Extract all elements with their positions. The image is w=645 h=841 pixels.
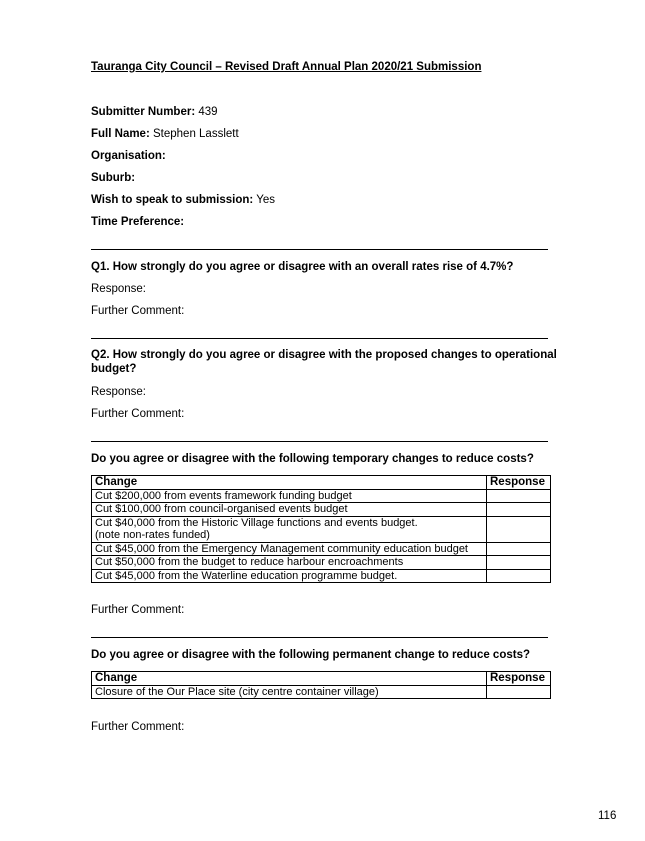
table-row [92,489,551,503]
speak-label: Wish to speak to submission: [91,194,254,206]
change-cell [92,516,487,542]
column-header-response: Response [487,476,551,490]
q2-question-line1: Q2. How strongly do you agree or disagree with the proposed changes to operational [91,349,557,361]
column-header-response: Response [487,672,551,686]
document-title: Tauranga City Council – Revised Draft Annual Plan 2020/21 Submission [91,61,482,73]
submitter-number-label: Submitter Number: [91,106,196,118]
q4-question: Do you agree or disagree with the following permanent change to reduce costs? [91,649,530,661]
q1-question: Q1. How strongly do you agree or disagree with an overall rates rise of 4.7%? [91,261,514,273]
q2-response-label: Response: [91,386,146,398]
table-row [92,685,551,699]
q1-comment-label: Further Comment: [91,305,185,317]
submitter-number-value: 439 [198,106,218,118]
temporary-changes-table [91,475,551,583]
change-cell: Closure of the Our Place site (city centre container village) [92,685,487,699]
q3-comment-label: Further Comment: [91,604,185,616]
response-cell[interactable] [487,503,551,517]
table-row [92,556,551,570]
response-cell[interactable] [487,569,551,583]
response-cell[interactable] [487,542,551,556]
organisation-label: Organisation: [91,150,166,162]
table-row [92,503,551,517]
divider [91,249,548,250]
response-cell[interactable] [487,489,551,503]
q4-comment-label: Further Comment: [91,721,185,733]
full-name-label: Full Name: [91,128,150,140]
suburb-label: Suburb: [91,172,136,184]
table-header-row [92,672,551,686]
column-header-change: Change [92,672,487,686]
table-row [92,516,551,542]
change-cell-line: Cut $40,000 from the Historic Village functions and events budget. [95,516,418,529]
table-header-row [92,476,551,490]
response-cell[interactable] [487,556,551,570]
full-name-value: Stephen Lasslett [153,128,239,140]
change-cell: Cut $45,000 from the Emergency Management community education budget [92,542,487,556]
divider [91,338,548,339]
change-cell: Cut $200,000 from events framework funding budget [92,489,487,503]
response-cell[interactable] [487,516,551,542]
table-row [92,569,551,583]
q2-question-line2: budget? [91,363,137,375]
q2-comment-label: Further Comment: [91,408,185,420]
full-name-row [91,128,239,140]
divider [91,637,548,638]
speak-value: Yes [256,194,275,206]
response-cell[interactable] [487,685,551,699]
divider [91,441,548,442]
permanent-change-table [91,671,551,699]
change-cell: Cut $100,000 from council-organised events budget [92,503,487,517]
q1-response-label: Response: [91,283,146,295]
change-cell-note: (note non-rates funded) [95,529,210,541]
page-number: 116 [598,810,617,822]
change-cell: Cut $50,000 from the budget to reduce harbour encroachments [92,556,487,570]
speak-row [91,194,275,206]
submitter-number-row [91,106,218,118]
table-row [92,542,551,556]
change-cell: Cut $45,000 from the Waterline education programme budget. [92,569,487,583]
column-header-change: Change [92,476,487,490]
q3-question: Do you agree or disagree with the following temporary changes to reduce costs? [91,453,534,465]
time-preference-label: Time Preference: [91,216,185,228]
